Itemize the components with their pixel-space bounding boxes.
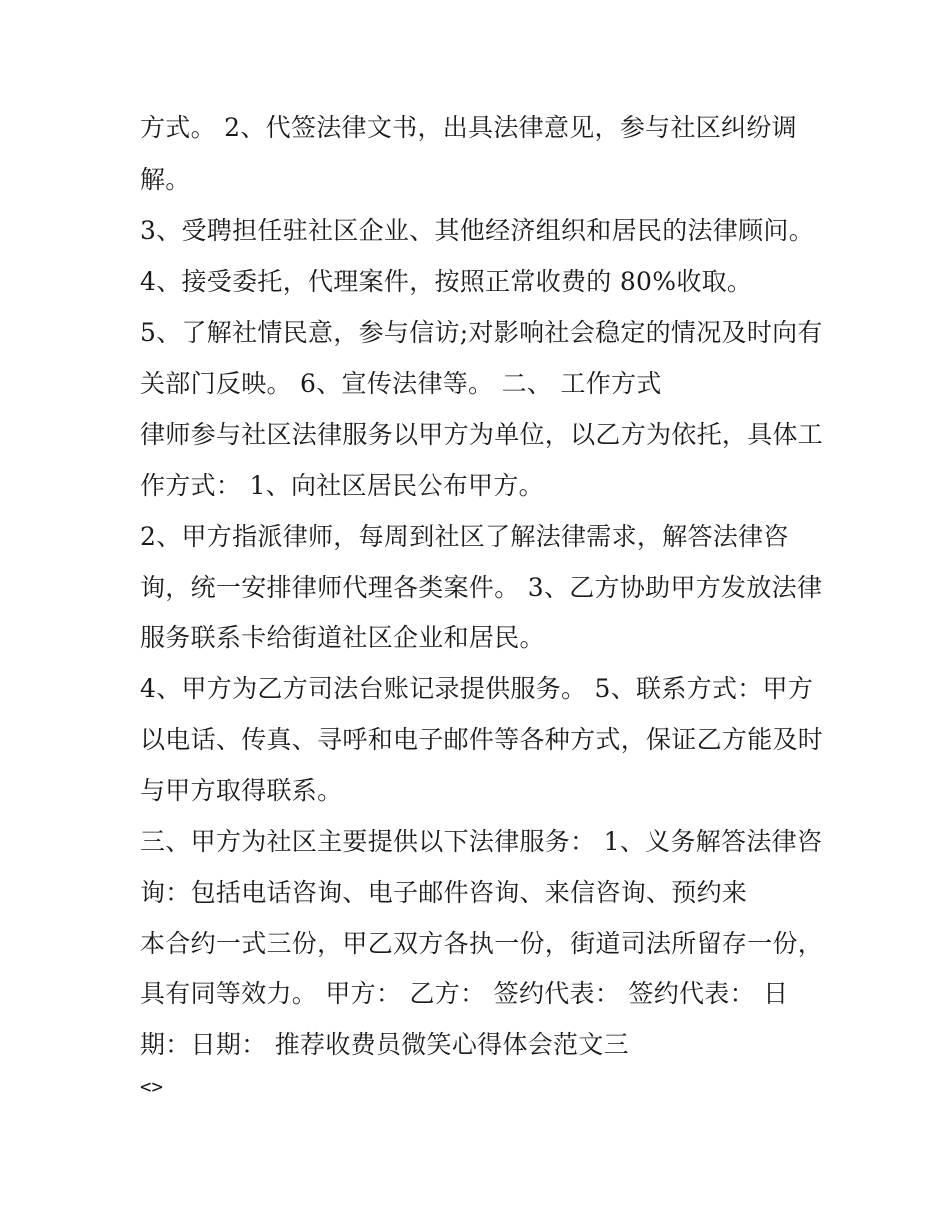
text-line: 律师参与社区法律服务以甲方为单位，以乙方为依托，具体工 [140,420,824,449]
text-line: 5、了解社情民意，参与信访;对影响社会稳定的情况及时向有 [140,318,823,347]
end-mark: <> [140,1076,163,1098]
text-line: 2、甲方指派律师，每周到社区了解法律需求，解答法律咨 [140,522,789,551]
text-line: 作方式： 1、向社区居民公布甲方。 [140,471,544,500]
text-line: 以电话、传真、寻呼和电子邮件等各种方式，保证乙方能及时 [140,725,824,754]
text-line: 4、甲方为乙方司法台账记录提供服务。 5、联系方式：甲方 [140,674,814,703]
text-line: 询，统一安排律师代理各类案件。 3、乙方协助甲方发放法律 [140,573,823,602]
text-line: 询：包括电话咨询、电子邮件咨询、来信咨询、预约来 [140,878,748,907]
text-line: 解。 [140,165,191,194]
text-line: 具有同等效力。 甲方： 乙方： 签约代表： 签约代表： 日 [140,979,789,1008]
text-line: 4、接受委托，代理案件，按照正常收费的 80%收取。 [140,267,753,296]
text-line: 服务联系卡给街道社区企业和居民。 [140,623,545,652]
text-line: 本合约一式三份，甲乙双方各执一份，街道司法所留存一份， [140,929,824,958]
text-line: 关部门反映。 6、宣传法律等。 二、 工作方式 [140,369,662,398]
text-line: 期：日期： 推荐收费员微笑心得体会范文三 [140,1030,629,1059]
text-line: 三、甲方为社区主要提供以下法律服务： 1、义务解答法律咨 [140,827,823,856]
text-line: 方式。 2、代签法律文书，出具法律意见，参与社区纠纷调 [140,113,797,142]
text-line: 3、受聘担任驻社区企业、其他经济组织和居民的法律顾问。 [140,216,815,245]
text-line: 与甲方取得联系。 [140,776,343,805]
